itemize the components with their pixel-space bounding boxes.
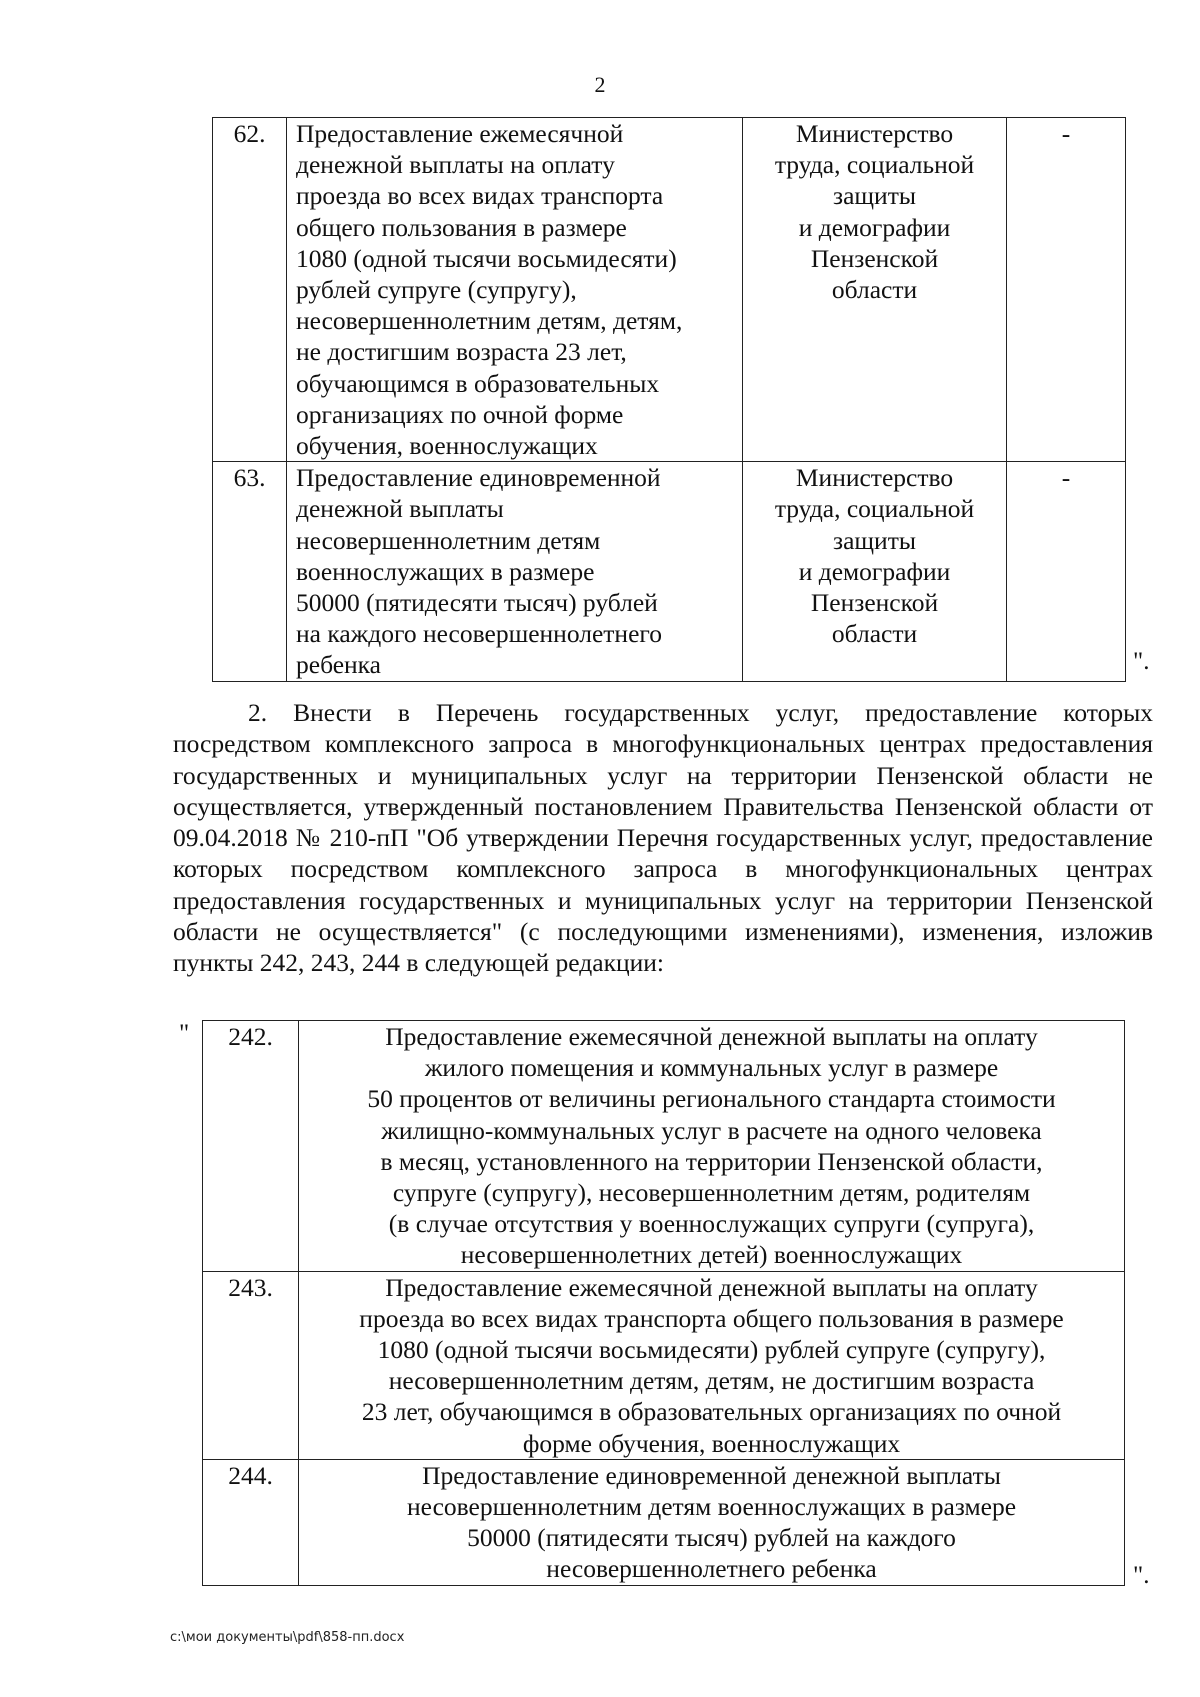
row-number: 242. [203, 1021, 299, 1272]
opening-quote-table-2: " [179, 1020, 190, 1047]
page-number: 2 [594, 72, 606, 97]
services-table-1 [212, 117, 1126, 682]
row-number: 244. [203, 1459, 299, 1585]
table-row [203, 1459, 1125, 1585]
services-table-2 [202, 1020, 1125, 1586]
table-row [203, 1271, 1125, 1459]
closing-quote-table-1: ". [1133, 648, 1150, 675]
table-row [213, 462, 1126, 681]
amendment-paragraph [173, 697, 1153, 979]
service-name: Предоставление единовременной денежной выплаты несовершеннолетним детям военнослужащих в размере 50000 (пятидесяти тысяч) рублей на каждого несовершеннолетнего ребенка [299, 1459, 1125, 1585]
service-name: Предоставление единовременной денежной выплаты несовершеннолетним детям военнослужащих в размере 50000 (пятидесяти тысяч) рублей на каждого несовершеннолетнего ребенка [287, 462, 743, 681]
empty-cell-dash: - [1007, 462, 1126, 681]
row-number: 62. [213, 118, 287, 462]
paragraph-text: 2. Внести в Перечень государственных услуг, предоставление которых посредством комплексного запроса в многофункциональных центрах предоставления государственных и муниципальных услуг на территории Пензенской области не осуществляется, утвержденный постановлением Правительства Пензенской области от 09.04.2018 № 210-пП "Об утверждении Перечня государственных услуг, предоставление которых посредством комплексного запроса в многофункциональных центрах предоставления государственных и муниципальных услуг на территории Пензенской области не осуществляется" (с последующими изменениями), изменения, изложив пункты 242, 243, 244 в следующей редакции: [173, 698, 1153, 978]
footer-file-path: c:\мои документы\pdf\858-пп.docx [170, 1630, 405, 1645]
service-name: Предоставление ежемесячной денежной выплаты на оплату проезда во всех видах транспорта общего пользования в размере 1080 (одной тысячи восьмидесяти) рублей супруге (супругу), несовершеннолетним детям, детям, не достигшим возраста 23 лет, обучающимся в образовательных организациях по очной форме обучения, военнослужащих [299, 1271, 1125, 1459]
table-row [203, 1021, 1125, 1272]
responsible-organization: Министерство труда, социальной защиты и демографии Пензенской области [743, 462, 1007, 681]
closing-quote-table-2: ". [1133, 1562, 1150, 1589]
row-number: 243. [203, 1271, 299, 1459]
service-name: Предоставление ежемесячной денежной выплаты на оплату проезда во всех видах транспорта общего пользования в размере 1080 (одной тысячи восьмидесяти) рублей супруге (супругу), несовершеннолетним детям, детям, не достигшим возраста 23 лет, обучающимся в образовательных организациях по очной форме обучения, военнослужащих [287, 118, 743, 462]
row-number: 63. [213, 462, 287, 681]
table-row [213, 118, 1126, 462]
responsible-organization: Министерство труда, социальной защиты и демографии Пензенской области [743, 118, 1007, 462]
service-name: Предоставление ежемесячной денежной выплаты на оплату жилого помещения и коммунальных услуг в размере 50 процентов от величины регионального стандарта стоимости жилищно-коммунальных услуг в расчете на одного человека в месяц, установленного на территории Пензенской области, супруге (супругу), несовершеннолетним детям, родителям (в случае отсутствия у военнослужащих супруги (супруга), несовершеннолетних детей) военнослужащих [299, 1021, 1125, 1272]
empty-cell-dash: - [1007, 118, 1126, 462]
